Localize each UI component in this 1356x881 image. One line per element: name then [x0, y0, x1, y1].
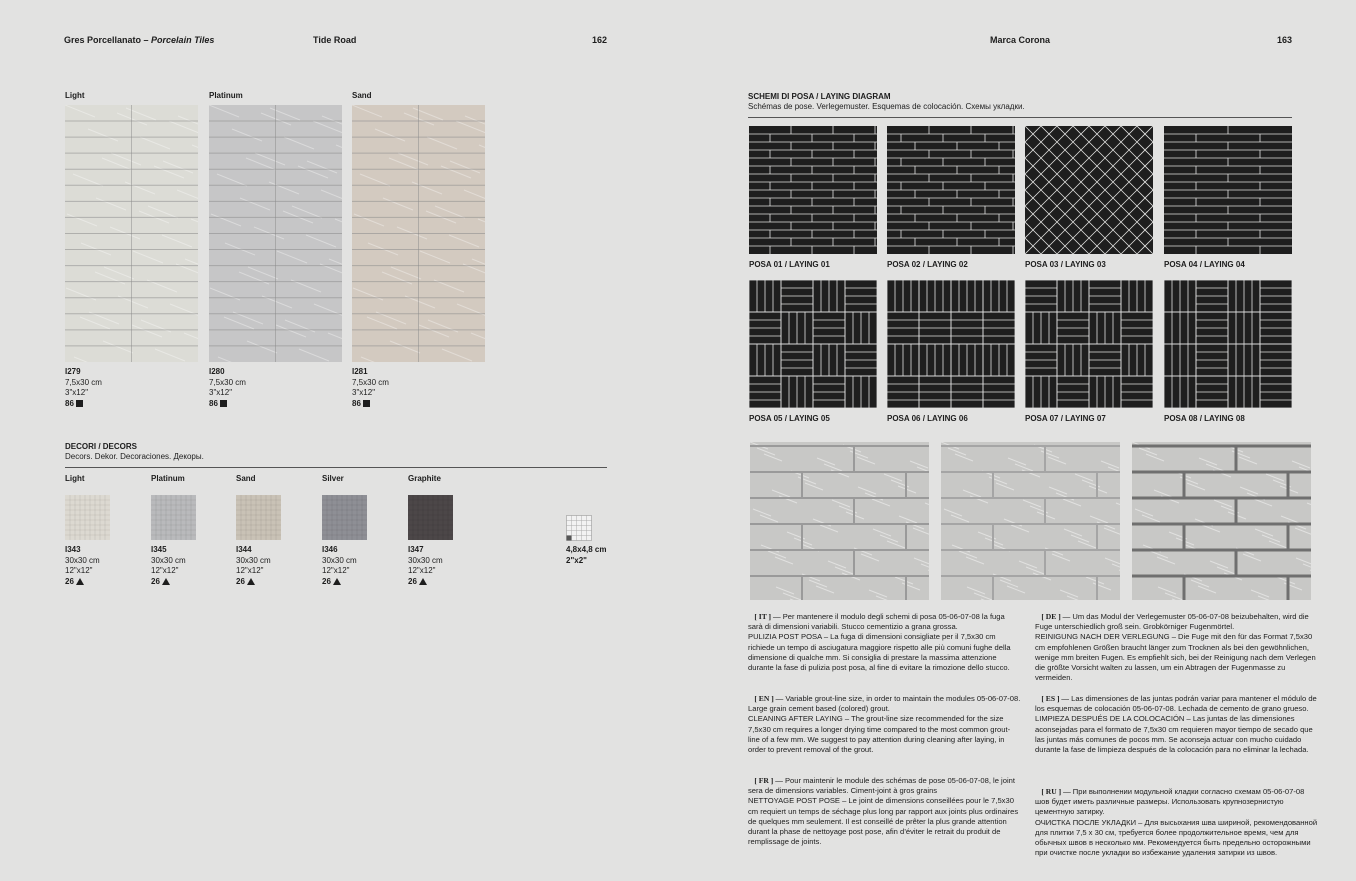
laying-pattern-label: POSA 01 / LAYING 01: [749, 260, 830, 269]
wall-photo: [750, 442, 929, 600]
laying-pattern-diagram: [887, 126, 1015, 254]
tile-swatch: [65, 105, 198, 362]
text-de-body: Um das Modul der Verlegemuster 05-06-07-08 beizubehalten, wird die Fuge unterschiedlich groß sein. Grobkörniger Fugenmörtel.: [1035, 612, 1309, 632]
laying-pattern-diagram: [1025, 126, 1153, 254]
text-ru-body: При выполнении модульной кладки согласно схемам 05-06-07-08 шов будет иметь различные размеры. Использовать крупнозернистую цементную затирку.: [1035, 787, 1305, 817]
decor-qty: [151, 577, 186, 588]
laying-pattern-diagram: [1025, 280, 1153, 408]
text-it-cleaning: PULIZIA POST POSA – La fuga di dimensioni consigliate per il 7,5x30 cm richiede un tempo di asciugatura maggiore rispetto alle più comuni fughe della dimensione di qualche mm. Si consiglia di prestare la massima attenzione durante la fase di pulizia post posa, al fine di evitare la rimozione dello stucco.: [748, 632, 1011, 673]
text-fr-body: Pour maintenir le module des schémas de pose 05-06-07-08, le joint sera de dimensions variables. Ciment-joint à gros grains: [748, 776, 1015, 796]
text-en-body: Variable grout-line size, in order to maintain the modules 05-06-07-08. Large grain cement based (colored) grout.: [748, 694, 1021, 714]
decor-code: I344: [236, 545, 252, 554]
decor-spec: [322, 545, 357, 587]
decor-qty-value: 26: [322, 576, 331, 586]
tile-qty: [209, 399, 246, 410]
collection-label: Gres Porcellanato –: [64, 35, 152, 45]
laying-rule: [748, 117, 1292, 118]
text-it-body: Per mantenere il modulo degli schemi di posa 05-06-07-08 la fuga sarà di dimensioni variabili. Stucco cementizio a grana grossa.: [748, 612, 1005, 632]
pallet-icon: [333, 578, 341, 585]
tile-size-in: 3"x12": [65, 388, 89, 397]
tile-qty-value: 86: [65, 398, 74, 408]
laying-pattern-diagram: [1164, 280, 1292, 408]
pallet-icon: [76, 578, 84, 585]
decor-size-cm: 30x30 cm: [322, 555, 357, 565]
tile-size-in: 3"x12": [352, 388, 376, 397]
decor-swatch: [65, 495, 110, 540]
text-en-cleaning: CLEANING AFTER LAYING – The grout-line size recommended for the size 7,5x30 cm requires a longer drying time compared to the most common grout-line of a few mm. We suggest to pay attention during cleaning after laying, in order to prevent removal of the grout.: [748, 714, 1011, 755]
tile-code: I280: [209, 367, 225, 376]
text-es-cleaning: LIMPIEZA DESPUÉS DE LA COLOCACIÓN – Las juntas de las dimensiones aconsejadas para el formato de 7,5x30 cm requieren mayor tiempo de secado que las juntas más comunes de pocos mm. Se aconseja actuar con mucho cuidado durante la fase de limpieza después de la colocación para no eliminar la lechada.: [1035, 714, 1313, 755]
decor-qty-value: 26: [236, 576, 245, 586]
series-title: Tide Road: [313, 35, 357, 45]
lang-tag-fr: [ FR ] —: [754, 776, 783, 785]
tile-spec: [65, 367, 102, 409]
laying-subtitle: Schémas de pose. Verlegemuster. Esquemas de colocación. Схемы укладки.: [748, 102, 1025, 111]
tile-qty-value: 86: [209, 398, 218, 408]
decor-size-cm: 30x30 cm: [151, 555, 186, 565]
decor-size-in: 12"x12": [236, 566, 264, 575]
page-number-left: 162: [592, 35, 608, 45]
decor-size-in: 12"x12": [322, 566, 350, 575]
decor-code: I343: [65, 545, 81, 554]
box-icon: [363, 400, 370, 407]
laying-pattern-label: POSA 02 / LAYING 02: [887, 260, 968, 269]
decor-qty-value: 26: [408, 576, 417, 586]
lang-tag-es: [ ES ] —: [1041, 694, 1069, 703]
decors-title: DECORI / DECORS: [65, 442, 138, 451]
text-de: [1035, 612, 1318, 683]
tile-swatch: [209, 105, 342, 362]
text-ru-cleaning: ОЧИСТКА ПОСЛЕ УКЛАДКИ – Для высыхания шва шириной, рекомендованной для плитки 7,5 х 30 см, требуется более продолжительное время, чем для обычных швов в несколько мм. Рекомендуется быть предельно осторожными при очистке после укладки во избежание удаления затирки из швов.: [1035, 817, 1318, 858]
text-fr-cleaning: NETTOYAGE POST POSE – Le joint de dimensions conseillées pour le 7,5x30 cm requiert un temps de séchage plus long par rapport aux joints plus ordinaires de quelques mm seulement. Il est conseillé de prêter la plus grande attention durant la phase de nettoyage post pose, afin d’éviter le retrait du produit de remplissage de joints.: [748, 796, 1019, 847]
decor-qty: [65, 577, 100, 588]
left-header-collection: [64, 35, 214, 45]
tile-size-cm: 7,5x30 cm: [352, 377, 389, 387]
brand-title: Marca Corona: [990, 35, 1051, 45]
decor-spec: [236, 545, 271, 587]
decor-swatch: [408, 495, 453, 540]
tile-qty: [352, 399, 389, 410]
decor-code: I347: [408, 545, 424, 554]
laying-pattern-label: POSA 06 / LAYING 06: [887, 414, 968, 423]
laying-pattern-label: POSA 08 / LAYING 08: [1164, 414, 1245, 423]
decor-qty-value: 26: [65, 576, 74, 586]
decors-subtitle: Decors. Dekor. Decoraciones. Декоры.: [65, 452, 204, 461]
box-icon: [220, 400, 227, 407]
laying-pattern-diagram: [887, 280, 1015, 408]
decor-spec: [408, 545, 443, 587]
decor-size-cm: 30x30 cm: [65, 555, 100, 565]
decor-swatch: [322, 495, 367, 540]
tile-spec: [352, 367, 389, 409]
laying-pattern-diagram: [1164, 126, 1292, 254]
tile-label: Sand: [352, 91, 372, 100]
mosaic-size-in: 2"x2": [566, 555, 587, 565]
decor-swatch: [151, 495, 196, 540]
laying-pattern-label: POSA 07 / LAYING 07: [1025, 414, 1106, 423]
text-de-cleaning: REINIGUNG NACH DER VERLEGUNG – Die Fuge mit den für das Format 7,5x30 cm empfohlenen Größen braucht länger zum Trocknen als bei den gewöhnlichen, wenige mm breiten Fugen. Es empfiehlt sich, bei der Reinigung nach dem Verlegen die größte Vorsicht walten zu lassen, um ein Abtragen der Fugenmasse zu vermeiden.: [1035, 632, 1316, 683]
decor-size-cm: 30x30 cm: [236, 555, 271, 565]
decor-qty: [322, 577, 357, 588]
decor-size-in: 12"x12": [151, 566, 179, 575]
decor-label: Graphite: [408, 474, 441, 483]
decor-label: Silver: [322, 474, 344, 483]
text-it: [748, 612, 1021, 673]
collection-label-en: Porcelain Tiles: [151, 35, 215, 45]
decor-qty-value: 26: [151, 576, 160, 586]
decor-spec: [65, 545, 100, 587]
tile-size-cm: 7,5x30 cm: [65, 377, 102, 387]
tile-code: I279: [65, 367, 81, 376]
decor-label: Sand: [236, 474, 256, 483]
tile-label: Platinum: [209, 91, 243, 100]
decor-code: I345: [151, 545, 167, 554]
pallet-icon: [419, 578, 427, 585]
laying-pattern-label: POSA 05 / LAYING 05: [749, 414, 830, 423]
lang-tag-en: [ EN ] —: [754, 694, 784, 703]
tile-size-in: 3"x12": [209, 388, 233, 397]
decor-size-in: 12"x12": [65, 566, 93, 575]
decor-swatch: [236, 495, 281, 540]
decor-size-cm: 30x30 cm: [408, 555, 443, 565]
decors-rule: [65, 467, 607, 468]
tile-swatch: [352, 105, 485, 362]
text-ru: [1035, 787, 1318, 858]
decor-label: Platinum: [151, 474, 185, 483]
tile-qty: [65, 399, 102, 410]
tile-qty-value: 86: [352, 398, 361, 408]
decor-qty: [408, 577, 443, 588]
tile-size-cm: 7,5x30 cm: [209, 377, 246, 387]
lang-tag-ru: [ RU ] —: [1041, 787, 1071, 796]
laying-pattern-label: POSA 04 / LAYING 04: [1164, 260, 1245, 269]
laying-title: SCHEMI DI POSA / LAYING DIAGRAM: [748, 92, 891, 101]
laying-pattern-diagram: [749, 126, 877, 254]
laying-pattern-diagram: [749, 280, 877, 408]
text-es: [1035, 694, 1318, 755]
page-number-right: 163: [1277, 35, 1293, 45]
decor-spec: [151, 545, 186, 587]
decor-label: Light: [65, 474, 85, 483]
wall-photo: [941, 442, 1120, 600]
text-fr: [748, 776, 1021, 847]
text-es-body: Las dimensiones de las juntas podrán variar para mantener el módulo de los esquemas de colocación 05-06-07-08. Lechada de cemento de grano grueso.: [1035, 694, 1317, 714]
tile-spec: [209, 367, 246, 409]
mosaic-size-cm: 4,8x4,8 cm: [566, 545, 607, 554]
wall-photo: [1132, 442, 1311, 600]
laying-pattern-label: POSA 03 / LAYING 03: [1025, 260, 1106, 269]
decor-code: I346: [322, 545, 338, 554]
mosaic-grid-icon: [566, 515, 592, 541]
pallet-icon: [162, 578, 170, 585]
tile-label: Light: [65, 91, 85, 100]
text-en: [748, 694, 1021, 755]
lang-tag-de: [ DE ] —: [1041, 612, 1071, 621]
tile-code: I281: [352, 367, 368, 376]
pallet-icon: [247, 578, 255, 585]
lang-tag-it: [ IT ] —: [754, 612, 781, 621]
decor-size-in: 12"x12": [408, 566, 436, 575]
box-icon: [76, 400, 83, 407]
decor-qty: [236, 577, 271, 588]
